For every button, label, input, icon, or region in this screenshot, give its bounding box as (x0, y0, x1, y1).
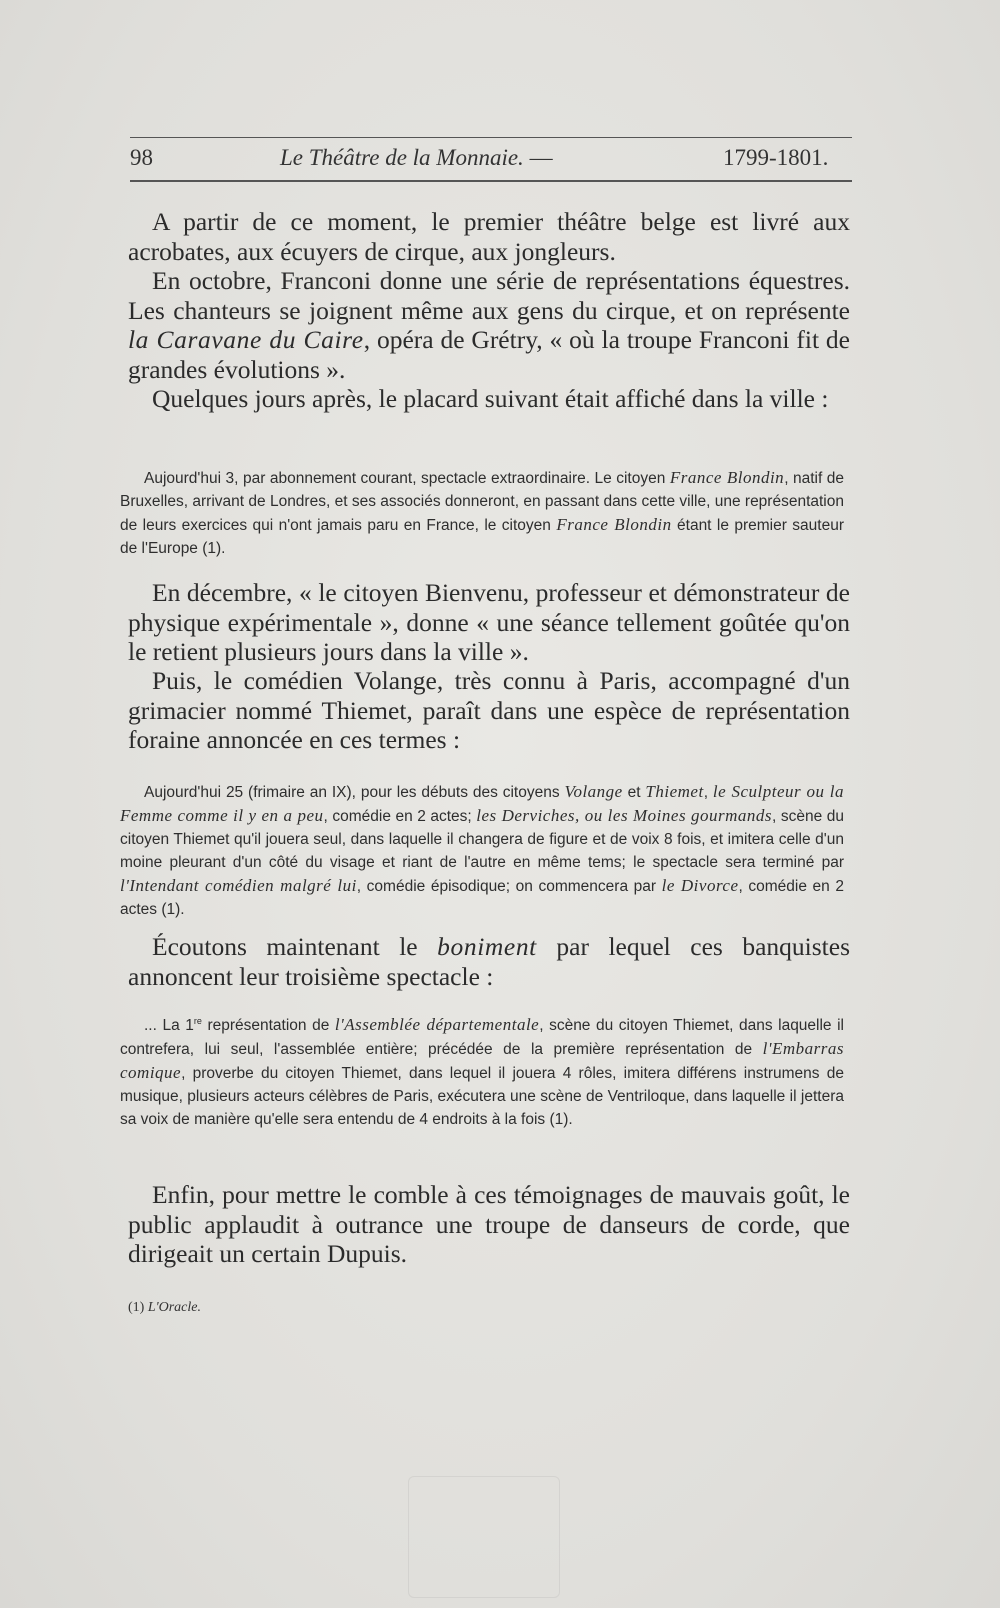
paragraph-7: Enfin, pour mettre le comble à ces témoignages de mauvais goût, le public applaudit à outrance une troupe de danseurs de corde, que dirigeait un certain Dupuis. (128, 1180, 850, 1268)
page-number: 98 (130, 145, 153, 170)
header-years: 1799-1801. (723, 145, 829, 170)
opera-title: la Caravane du Caire (128, 325, 364, 354)
placard-quote: Aujourd'hui 3, par abonnement courant, spectacle extraordinaire. Le citoyen France Blondin, natif de Bruxelles, arrivant de Londres, et ses associés donneront, en passant dans cette ville, une représentation de leurs exercices qui n'ont jamais paru en France, le citoyen France Blondin étant le premier sauteur de l'Europe (1). (120, 468, 845, 557)
announcement-quote: Aujourd'hui 25 (frimaire an IX), pour les débuts des citoyens Volange et Thiemet, le Sculpteur ou la Femme comme il y en a peu, comédie en 2 actes; les Derviches, ou les Moines gourmands, scène du citoyen Thiemet qu'il jouera seul, dans laquelle il changera de figure et de voix 8 fois, et imitera celle d'un moine pleurant d'un côté du visage et riant de l'autre en même tems; le spectacle sera terminé par l'Intendant comédien malgré lui, comédie épisodique; on commencera par le Divorce, comédie en 2 actes (1). (120, 782, 844, 918)
footnote: (1) L'Oracle. (128, 1300, 201, 1315)
header-rule-top (130, 137, 852, 138)
boniment-quote: ... La 1re représentation de l'Assemblée départementale, scène du citoyen Thiemet, dans laquelle il contrefera, lui seul, l'assemblée entière; précédée de la première représentation de l'Embarras comique, proverbe du citoyen Thiemet, dans lequel il jouera 4 rôles, imitera différens instrumens de musique, plusieurs acteurs célèbres de Paris, exécutera une scène de Ventriloque, dans laquelle il jettera sa voix de manière qu'elle sera entendu de 4 endroits à la fois (1). (120, 1015, 844, 1128)
running-header (130, 141, 852, 175)
paragraph-1: A partir de ce moment, le premier théâtre belge est livré aux acrobates, aux écuyers de cirque, aux jongleurs. (128, 207, 850, 266)
paragraph-5: Puis, le comédien Volange, très connu à Paris, accompagné d'un grimacier nommé Thiemet, paraît dans une espèce de représentation foraine annoncée en ces termes : (128, 666, 850, 754)
paragraph-6: Écoutons maintenant le boniment par lequel ces banquistes annoncent leur troisième spectacle : (128, 932, 850, 991)
running-title: Le Théâtre de la Monnaie. — (280, 145, 553, 170)
paragraph-3: Quelques jours après, le placard suivant était affiché dans la ville : (152, 384, 829, 413)
paragraph-4: En décembre, « le citoyen Bienvenu, professeur et démonstrateur de physique expérimentale », donne « une séance tellement goûtée qu'on le retient plusieurs jours dans la ville ». (128, 578, 850, 666)
faint-library-stamp (408, 1476, 560, 1598)
paragraph-2: En octobre, Franconi donne une série de représentations équestres. Les chanteurs se joignent même aux gens du cirque, et on représente la Caravane du Caire, opéra de Grétry, « où la troupe Franconi fit de grandes évolutions ». (128, 266, 850, 384)
header-rule-bottom (130, 180, 852, 182)
